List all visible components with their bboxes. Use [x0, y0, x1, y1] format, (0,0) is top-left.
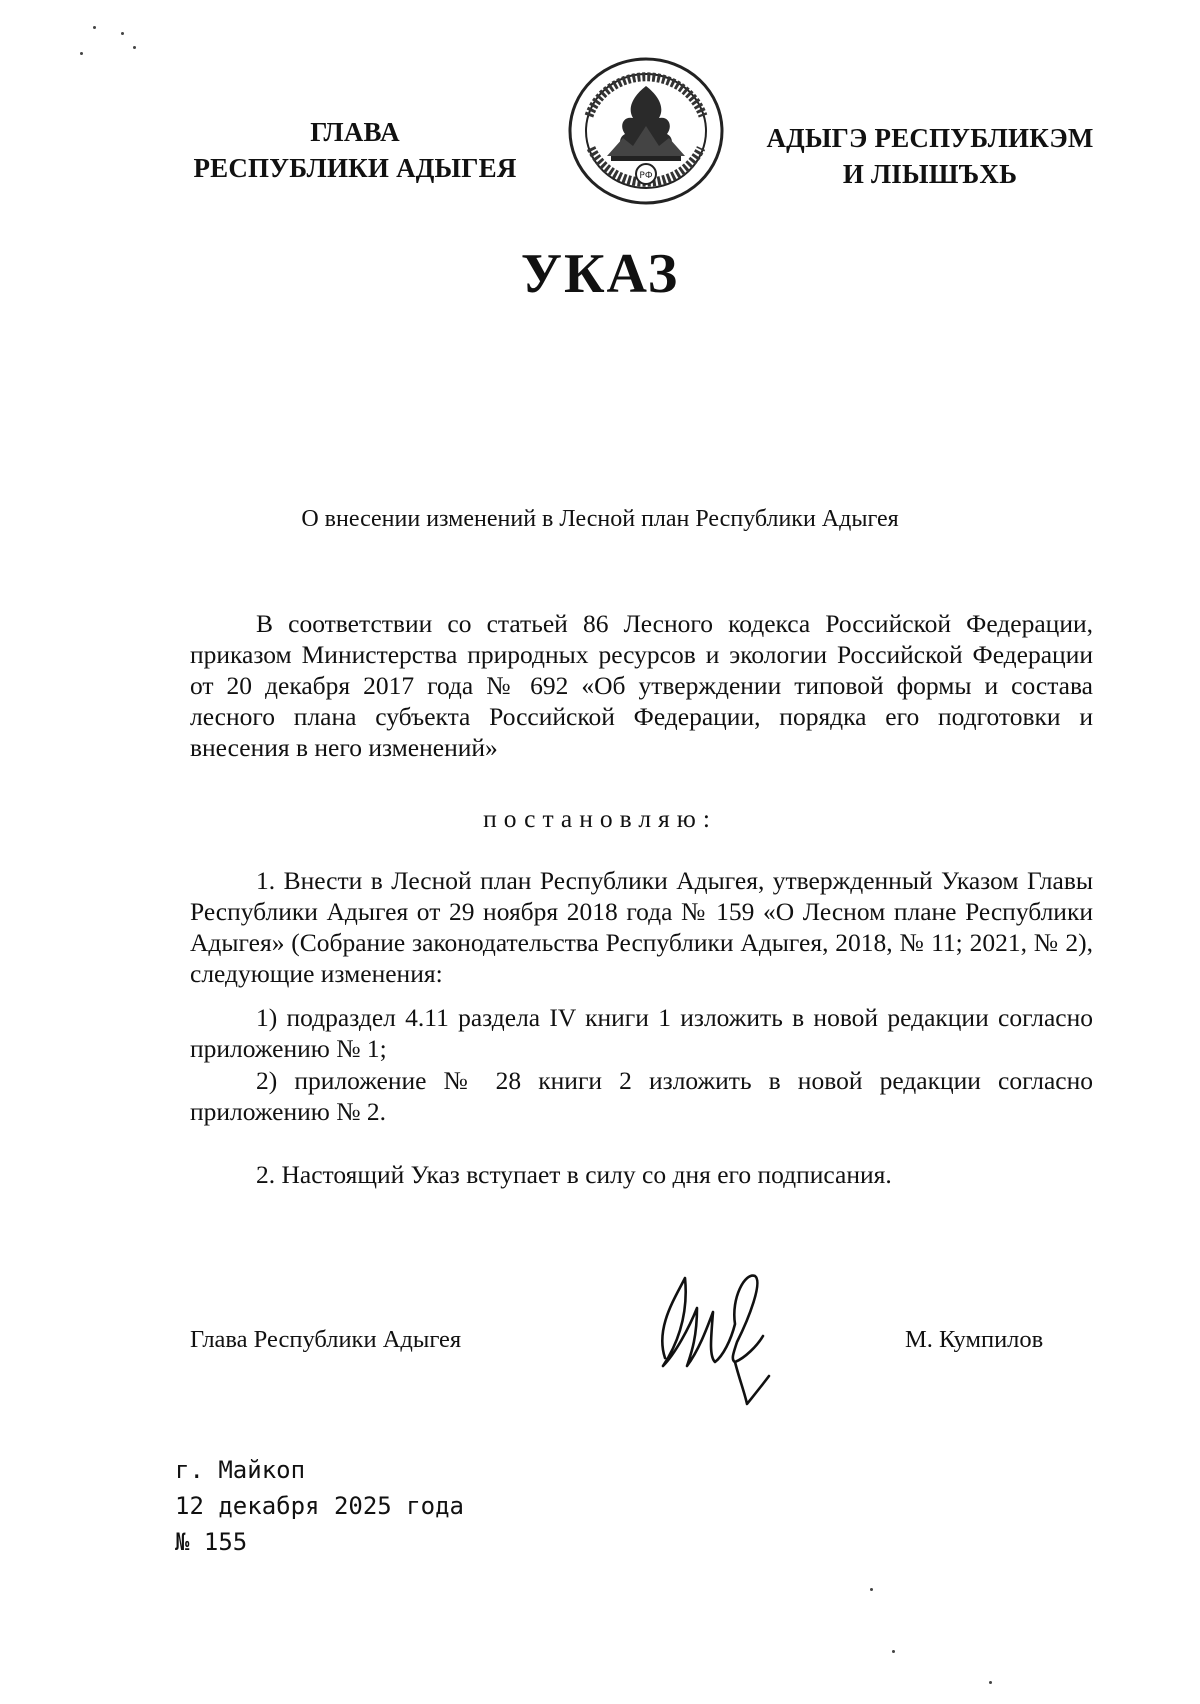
item-1-subitem-2-paragraph	[190, 1065, 1093, 1127]
item-2-text: 2. Настоящий Указ вступает в силу со дня его подписания.	[256, 1160, 892, 1189]
item-1-paragraph	[190, 865, 1093, 989]
issuer-header-line: АДЫГЭ РЕСПУБЛИКЭМ	[766, 123, 1094, 153]
item-2-paragraph	[190, 1159, 1093, 1190]
decree-number: № 155	[175, 1528, 248, 1556]
decree-subject: О внесении изменений в Лесной план Республики Адыгея	[301, 506, 899, 532]
scan-speck	[80, 52, 83, 55]
issuer-header-russian	[185, 114, 525, 186]
issuer-header-adyghe	[745, 120, 1115, 192]
republic-of-adygea-coat-of-arms-icon	[567, 56, 725, 206]
issue-date: 12 декабря 2025 года	[175, 1492, 464, 1520]
svg-text:РФ: РФ	[639, 171, 653, 181]
signatory-title: Глава Республики Адыгея	[190, 1326, 462, 1353]
scan-speck	[989, 1681, 992, 1684]
item-1-text: 1. Внести в Лесной план Республики Адыгея, утвержденный Указом Главы Республики Адыгея от 29 ноября 2018 года № 159 «О Лесном плане Республики Адыгея» (Собрание законодательства Республики Адыгея, 2018, № 11; 2021, № 2), следующие изменения:	[190, 866, 1093, 988]
issuer-header-line: РЕСПУБЛИКИ АДЫГЕЯ	[193, 153, 517, 183]
scan-speck	[121, 32, 124, 35]
scan-speck	[133, 46, 136, 49]
scan-speck	[93, 26, 96, 29]
issue-place: г. Майкоп	[175, 1456, 306, 1484]
handwritten-signature-icon	[645, 1258, 805, 1413]
decree-operative-word: постановляю:	[483, 804, 717, 833]
item-1-subitem-1-text: 1) подраздел 4.11 раздела IV книги 1 изложить в новой редакции согласно приложению № 1;	[190, 1003, 1093, 1063]
issuer-header-line: И ЛІЫШЪХЬ	[842, 159, 1018, 189]
signatory-name: М. Кумпилов	[905, 1326, 1044, 1353]
issuer-header-line: ГЛАВА	[310, 117, 400, 147]
document-type-title: УКАЗ	[520, 243, 680, 305]
preamble-paragraph	[190, 608, 1093, 763]
item-1-subitem-1-paragraph	[190, 1002, 1093, 1064]
preamble-text: В соответствии со статьей 86 Лесного кодекса Российской Федерации, приказом Министерства природных ресурсов и экологии Российской Федерации от 20 декабря 2017 года № 692 «Об утверждении типовой формы и состава лесного плана субъекта Российской Федерации, порядка его подготовки и внесения в него изменений»	[190, 609, 1093, 762]
scan-speck	[870, 1588, 873, 1591]
scan-speck	[892, 1650, 895, 1653]
item-1-subitem-2-text: 2) приложение № 28 книги 2 изложить в новой редакции согласно приложению № 2.	[190, 1066, 1093, 1126]
